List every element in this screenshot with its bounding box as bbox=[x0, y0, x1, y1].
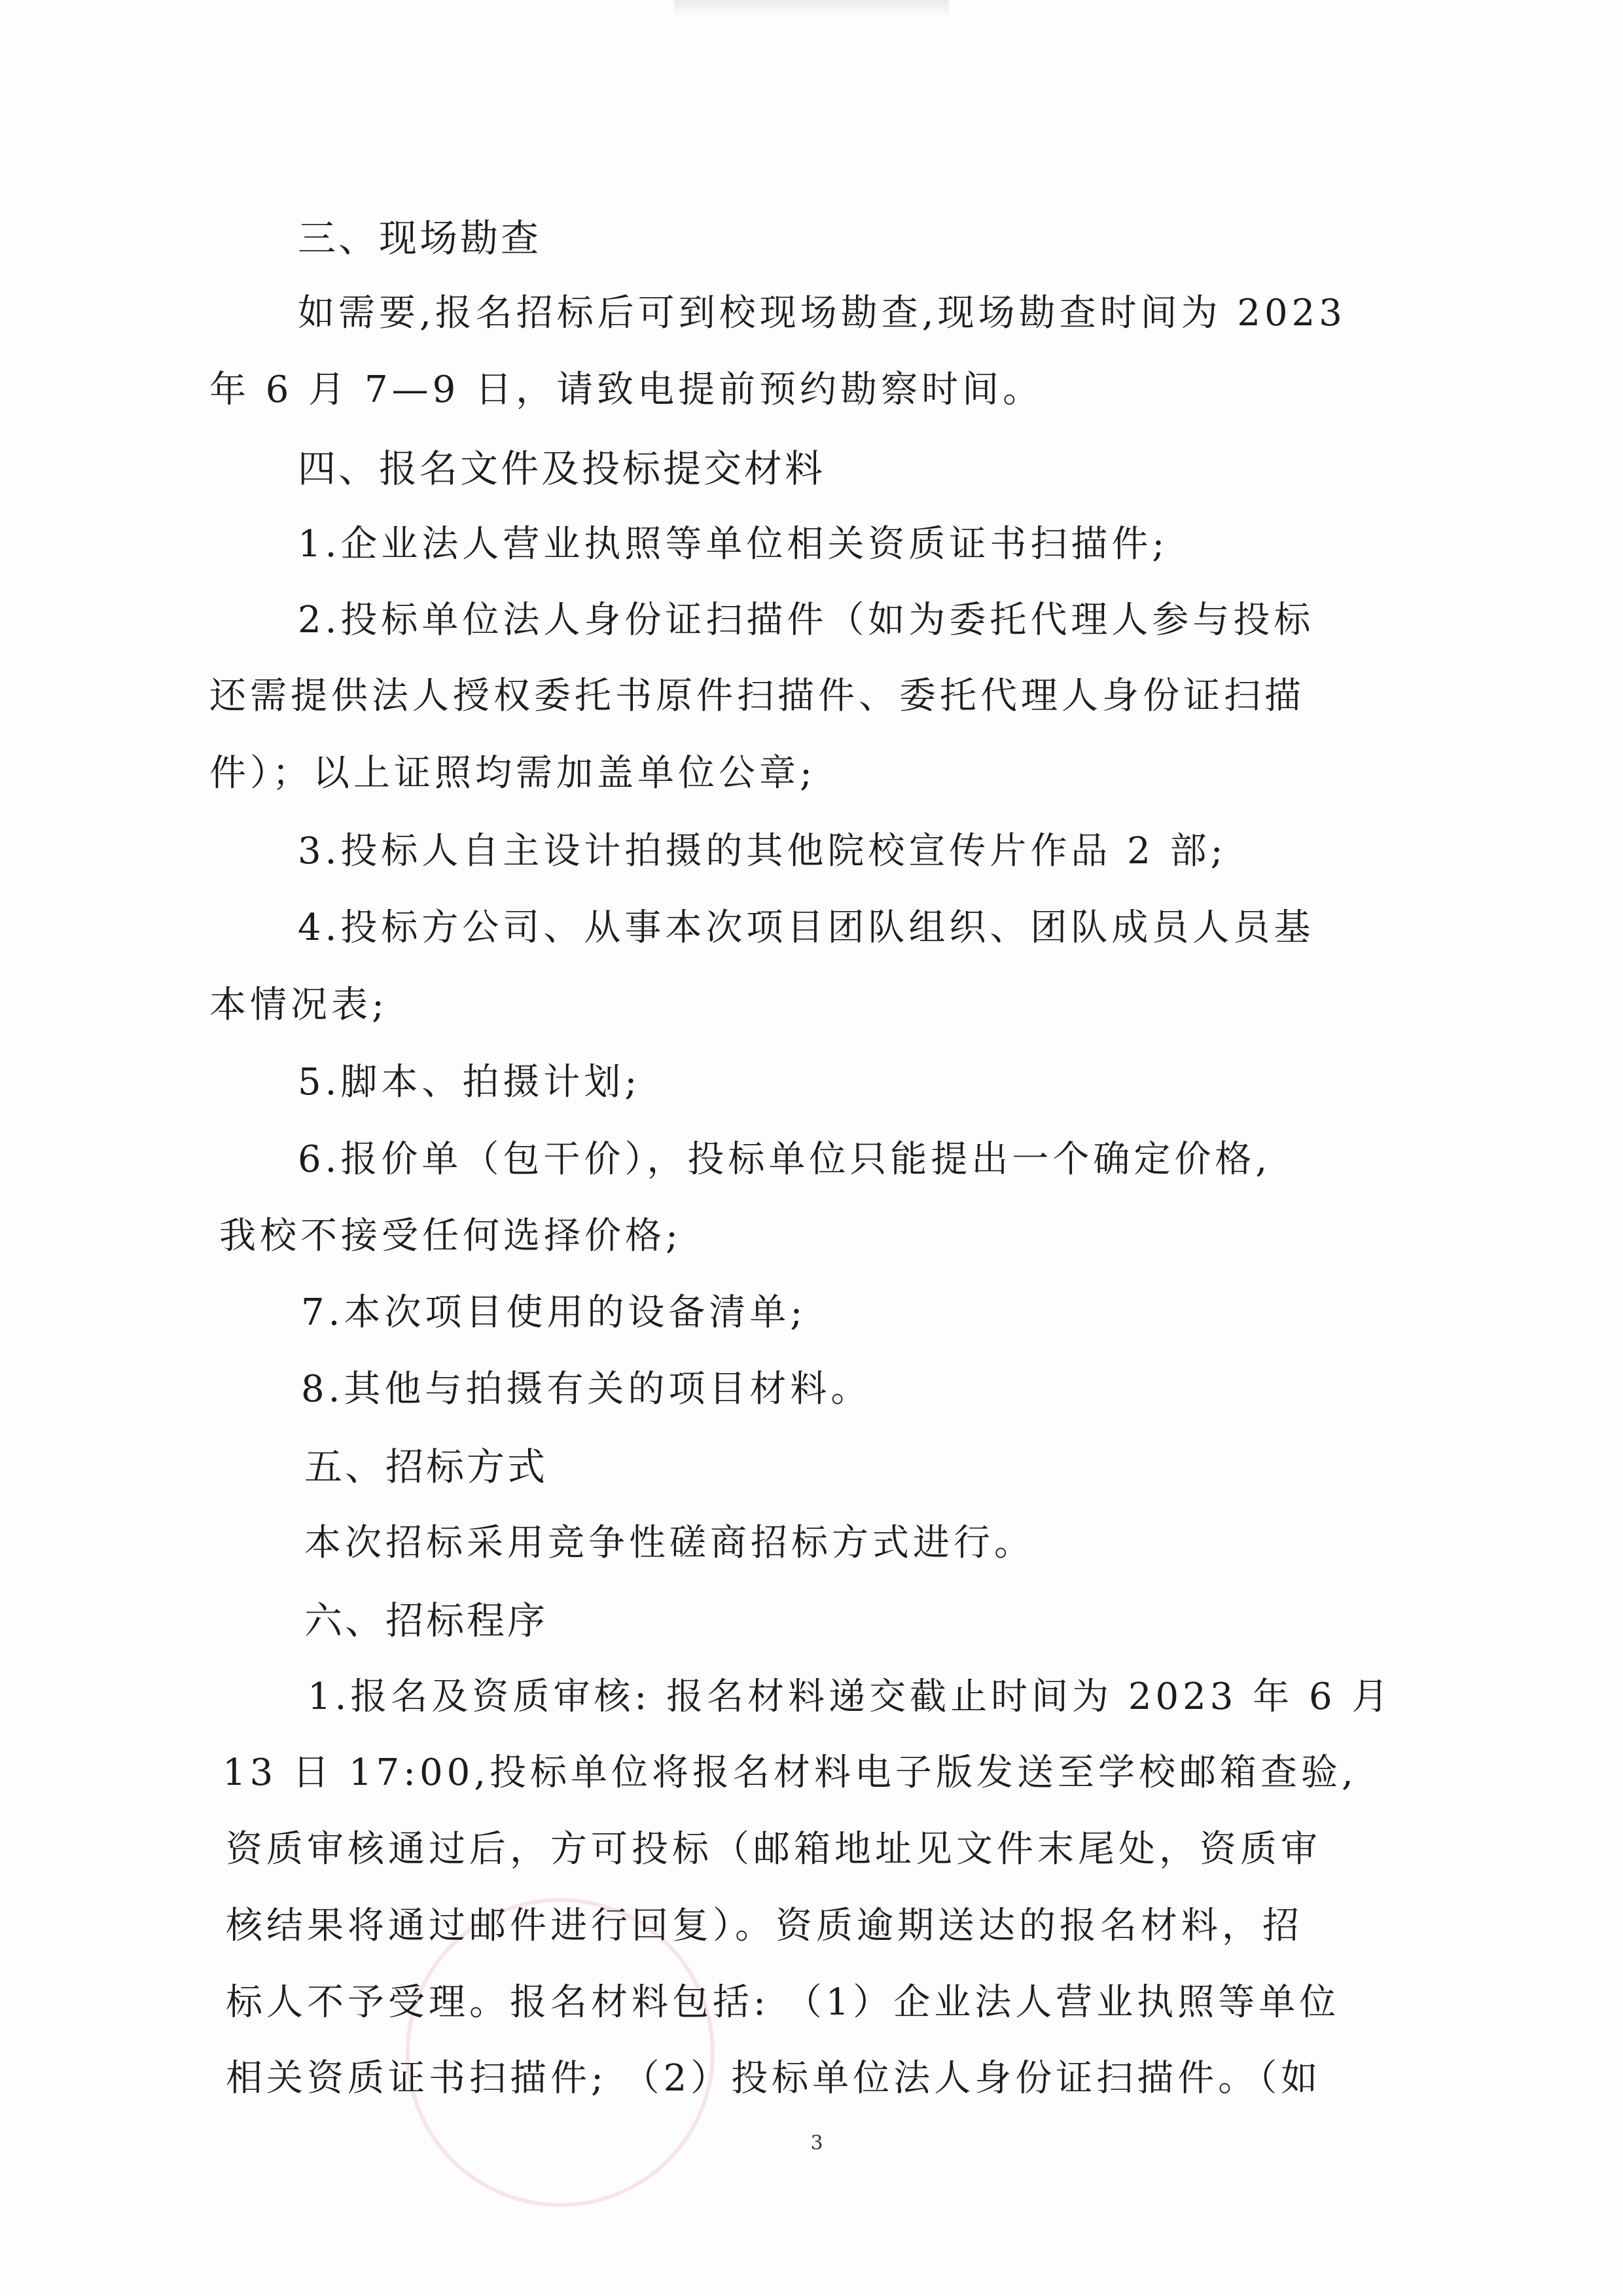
section-heading-four: 四、报名文件及投标提交材料 bbox=[298, 446, 826, 491]
list-item: 2.投标单位法人身份证扫描件（如为委托代理人参与投标 bbox=[298, 599, 1315, 641]
list-item: 4.投标方公司、从事本次项目团队组织、团队成员人员基 bbox=[298, 906, 1315, 949]
paragraph-line: 相关资质证书扫描件; （2）投标单位法人身份证扫描件。（如 bbox=[226, 2057, 1322, 2100]
list-item: 3.投标人自主设计拍摄的其他院校宣传片作品 2 部; bbox=[298, 830, 1227, 872]
paragraph-line: 13 日 17:00,投标单位将报名材料电子版发送至学校邮箱查验, bbox=[223, 1751, 1357, 1794]
paragraph-line: 标人不予受理。报名材料包括: （1）企业法人营业执照等单位 bbox=[226, 1981, 1340, 2024]
list-item: 7.本次项目使用的设备清单; bbox=[301, 1291, 807, 1334]
list-item-continuation: 我校不接受任何选择价格; bbox=[219, 1215, 682, 1257]
paragraph-line: 核结果将通过邮件进行回复）。资质逾期送达的报名材料，招 bbox=[226, 1905, 1303, 1947]
scan-artifact bbox=[674, 0, 949, 17]
list-item: 1.企业法人营业执照等单位相关资质证书扫描件; bbox=[298, 523, 1169, 565]
paragraph-line: 资质审核通过后，方可投标（邮箱地址见文件末尾处，资质审 bbox=[226, 1828, 1321, 1871]
list-item-continuation: 本情况表; bbox=[209, 984, 388, 1026]
paragraph-line: 年 6 月 7—9 日，请致电提前预约勘察时间。 bbox=[209, 368, 1044, 411]
section-heading-three: 三、现场勘查 bbox=[298, 216, 542, 260]
list-item: 5.脚本、拍摄计划; bbox=[298, 1061, 641, 1103]
section-heading-six: 六、招标程序 bbox=[304, 1598, 548, 1643]
list-item: 6.报价单（包干价），投标单位只能提出一个确定价格, bbox=[298, 1138, 1272, 1181]
page-number: 3 bbox=[810, 2132, 823, 2155]
list-item-continuation: 还需提供法人授权委托书原件扫描件、委托代理人身份证扫描 bbox=[209, 675, 1305, 717]
paragraph-line: 本次招标采用竞争性磋商招标方式进行。 bbox=[304, 1522, 1035, 1564]
list-item-continuation: 件）；以上证照均需加盖单位公章; bbox=[209, 752, 816, 795]
paragraph-line: 1.报名及资质审核: 报名材料递交截止时间为 2023 年 6 月 bbox=[308, 1676, 1393, 1718]
section-heading-five: 五、招标方式 bbox=[304, 1444, 548, 1489]
paragraph-line: 如需要,报名招标后可到校现场勘查,现场勘查时间为 2023 bbox=[298, 292, 1346, 334]
list-item: 8.其他与拍摄有关的项目材料。 bbox=[301, 1368, 872, 1410]
